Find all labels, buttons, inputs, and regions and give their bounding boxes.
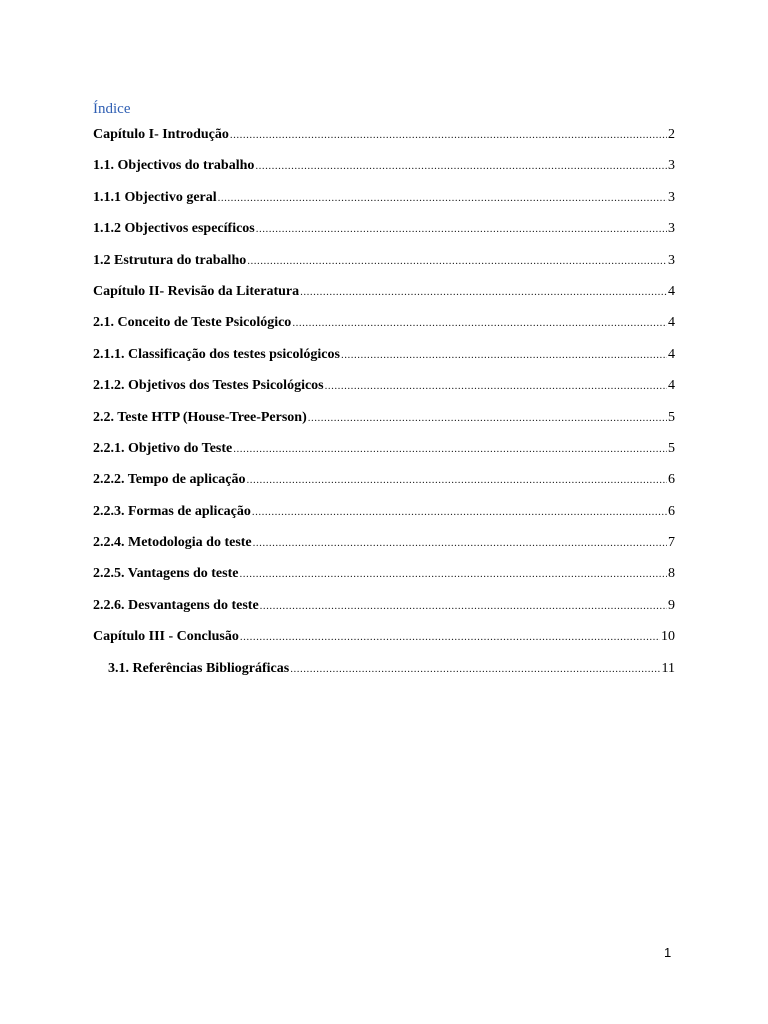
toc-entry-title: 2.2.4. Metodologia do teste [93, 535, 252, 551]
toc-entry[interactable] [93, 564, 675, 595]
toc-entry-page: 8 [668, 566, 675, 582]
toc-entry[interactable] [93, 313, 675, 344]
toc-entry-page: 4 [668, 315, 675, 331]
toc-entry[interactable] [93, 439, 675, 470]
toc-entry-title: 2.2.6. Desvantagens do teste [93, 597, 259, 613]
toc-entry-page: 6 [668, 503, 675, 519]
toc-entry[interactable] [93, 282, 675, 313]
toc-dot-leader [255, 156, 667, 176]
toc-entry-title: 2.1.1. Classificação dos testes psicológicos [93, 346, 340, 362]
toc-dot-leader [341, 345, 667, 365]
toc-list [93, 125, 675, 690]
toc-entry[interactable] [93, 345, 675, 376]
toc-entry-title: Capítulo I- Introdução [93, 127, 229, 142]
toc-entry-title: 1.1.2 Objectivos específicos [93, 221, 255, 237]
toc-entry-page: 5 [668, 409, 675, 425]
toc-entry-title: 2.2.5. Vantagens do teste [93, 566, 239, 582]
toc-entry[interactable] [93, 376, 675, 407]
toc-entry[interactable] [93, 251, 675, 282]
toc-entry-page: 2 [668, 127, 675, 142]
toc-dot-leader [300, 282, 667, 302]
toc-dot-leader [233, 439, 667, 459]
toc-entry-title: Capítulo III - Conclusão [93, 629, 239, 645]
toc-entry[interactable] [93, 596, 675, 627]
toc-dot-leader [239, 564, 667, 584]
toc-dot-leader [246, 470, 667, 490]
toc-entry[interactable] [93, 219, 675, 250]
toc-dot-leader [240, 627, 660, 647]
toc-dot-leader [260, 596, 667, 616]
toc-heading: Índice [93, 101, 131, 117]
toc-entry-page: 10 [661, 629, 675, 645]
toc-entry[interactable] [93, 408, 675, 439]
toc-entry[interactable] [93, 470, 675, 501]
toc-entry-title: 1.2 Estrutura do trabalho [93, 252, 247, 268]
toc-entry[interactable] [93, 627, 675, 658]
toc-entry-page: 9 [668, 597, 675, 613]
toc-entry[interactable] [93, 125, 675, 156]
toc-entry-title: 3.1. Referências Bibliográficas [108, 660, 290, 676]
toc-dot-leader [218, 188, 667, 208]
toc-entry-title: 2.1. Conceito de Teste Psicológico [93, 315, 292, 331]
toc-entry-page: 3 [668, 221, 675, 237]
toc-entry-page: 11 [661, 660, 675, 676]
toc-entry[interactable] [93, 659, 675, 690]
toc-entry-page: 3 [668, 252, 675, 268]
toc-entry-title: 2.2.1. Objetivo do Teste [93, 440, 233, 456]
toc-entry-page: 3 [668, 158, 675, 174]
toc-entry-title: 2.1.2. Objetivos dos Testes Psicológicos [93, 378, 324, 394]
toc-entry-title: 1.1. Objectivos do trabalho [93, 158, 255, 174]
toc-dot-leader [247, 251, 667, 271]
toc-entry-page: 4 [668, 346, 675, 362]
toc-entry-page: 6 [668, 472, 675, 488]
toc-dot-leader [292, 313, 667, 333]
toc-entry-title: Capítulo II- Revisão da Literatura [93, 283, 300, 299]
toc-entry[interactable] [93, 156, 675, 187]
toc-dot-leader [253, 533, 667, 553]
toc-entry-page: 4 [668, 283, 675, 299]
toc-dot-leader [290, 659, 660, 679]
page-number: 1 [664, 945, 672, 960]
toc-dot-leader [230, 125, 667, 145]
toc-entry[interactable] [93, 502, 675, 533]
toc-entry-title: 1.1.1 Objectivo geral [93, 189, 217, 205]
toc-entry-page: 3 [668, 189, 675, 205]
toc-entry-title: 2.2.3. Formas de aplicação [93, 503, 251, 519]
toc-entry-page: 5 [668, 440, 675, 456]
toc-entry-title: 2.2. Teste HTP (House-Tree-Person) [93, 409, 307, 425]
toc-dot-leader [256, 219, 667, 239]
toc-dot-leader [325, 376, 667, 396]
toc-dot-leader [252, 502, 667, 522]
toc-entry-title: 2.2.2. Tempo de aplicação [93, 472, 246, 488]
toc-dot-leader [308, 408, 667, 428]
toc-entry-page: 7 [668, 535, 675, 551]
toc-entry[interactable] [93, 188, 675, 219]
toc-entry[interactable] [93, 533, 675, 564]
toc-entry-page: 4 [668, 378, 675, 394]
